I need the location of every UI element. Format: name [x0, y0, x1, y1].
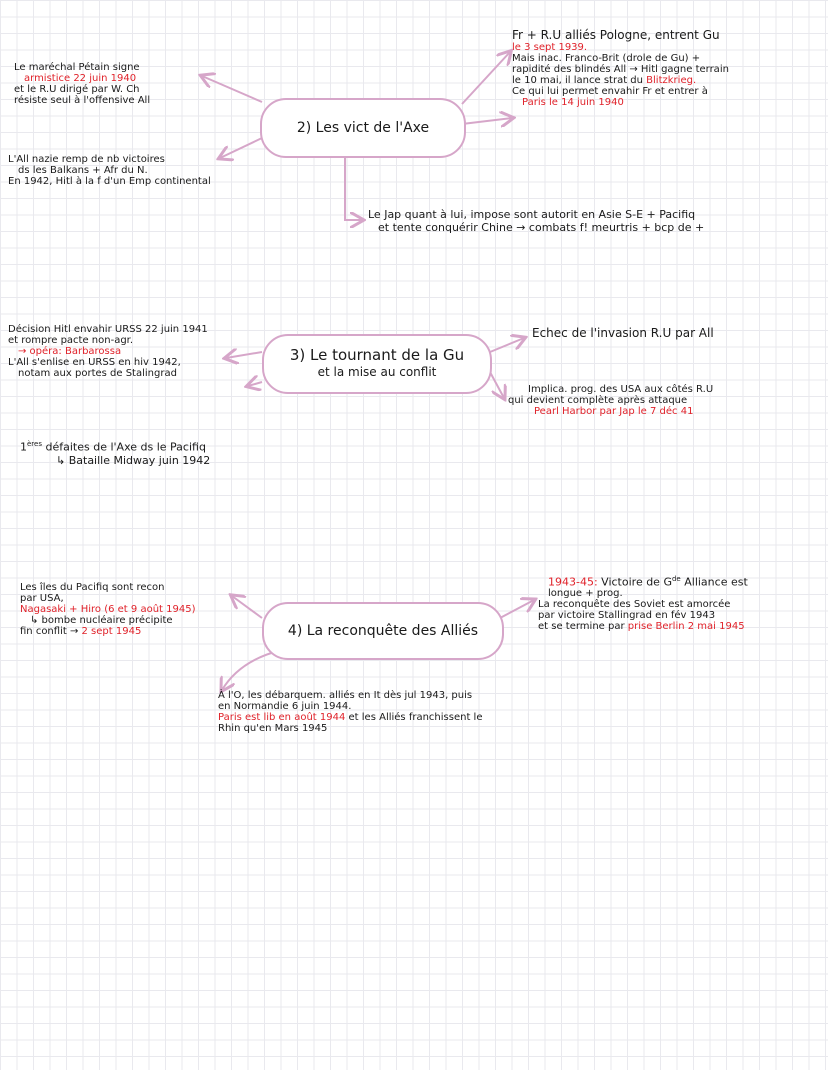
arrow-s2-left-top — [202, 76, 262, 102]
text-line: Le maréchal Pétain signe — [14, 62, 140, 73]
arrow-s2-bottom — [345, 156, 362, 220]
text-segment: le 10 mai, il lance strat du — [512, 75, 643, 86]
section-2-bubble — [260, 98, 466, 158]
text-line: et rompre pacte non-agr. — [8, 335, 134, 346]
arrow-s3-left-top — [226, 352, 262, 358]
text-line: par victoire Stallingrad en fév 1943 — [538, 609, 716, 621]
text-segment: 2 sept 1945 — [81, 626, 142, 637]
text-line: et tente conquérir Chine → combats f! meurtris + bcp de + — [378, 221, 705, 234]
text-line — [20, 438, 210, 454]
text-line: Ce qui lui permet envahir Fr et entrer à — [512, 86, 708, 97]
text-segment: fin conflit → — [20, 626, 79, 637]
s3-left-top-note — [8, 324, 208, 379]
text-segment: et les Alliés franchissent le — [348, 712, 483, 723]
text-line: rapidité des blindés All → Hitl gagne terrain — [512, 64, 729, 75]
text-line: qui devient complète après attaque — [508, 395, 688, 406]
section-3-subtitle: et la mise au conflit — [317, 365, 437, 379]
section-4-bubble — [262, 602, 504, 660]
text-line: notam aux portes de Stalingrad — [18, 368, 177, 379]
section-3-bubble — [262, 334, 492, 394]
s4-right-note — [538, 574, 748, 632]
text-line — [538, 621, 748, 632]
text-segment: prise Berlin 2 mai 1945 — [627, 620, 745, 632]
section-2-title: 2) Les vict de l'Axe — [296, 119, 430, 136]
text-line: → opéra: Barbarossa — [18, 346, 122, 357]
s3-right-bottom-note — [508, 384, 713, 417]
arrow-s3-right-bottom — [490, 372, 504, 398]
text-line: ↳ bombe nucléaire précipite — [30, 615, 173, 626]
text-line: L'All s'enlise en URSS en hiv 1942, — [8, 357, 181, 368]
s3-left-bottom-note — [20, 438, 210, 467]
section-3-title: 3) Le tournant de la Gu — [289, 346, 465, 364]
arrow-s4-right — [500, 600, 534, 618]
text-line: Nagasaki + Hiro (6 et 9 août 1945) — [20, 604, 196, 615]
text-line: Implica. prog. des USA aux côtés R.U — [528, 384, 714, 395]
text-segment: et se termine par — [538, 620, 625, 632]
text-line: par USA, — [20, 593, 64, 604]
text-line: Décision Hitl envahir URSS 22 juin 1941 — [8, 324, 208, 335]
text-line: armistice 22 juin 1940 — [24, 73, 137, 84]
text-line: L'All nazie remp de nb victoires — [8, 154, 165, 165]
text-line — [512, 75, 729, 86]
text-line: Les îles du Pacifiq sont recon — [20, 582, 165, 593]
arrow-s4-bottom — [222, 650, 282, 690]
text-line: et le R.U dirigé par W. Ch — [14, 84, 140, 95]
text-line — [218, 712, 482, 723]
text-segment: défaites de l'Axe ds le Pacifiq — [45, 440, 206, 454]
arrow-s2-right-bottom — [462, 118, 512, 124]
text-line: La reconquête des Soviet est amorcée — [538, 598, 731, 610]
s4-left-note — [20, 582, 195, 637]
text-line: le 3 sept 1939. — [512, 42, 588, 53]
text-segment: Paris est lib en août 1944 — [218, 712, 346, 723]
text-line: Rhin qu'en Mars 1945 — [218, 723, 328, 734]
text-line — [20, 626, 195, 637]
text-line: ↳ Bataille Midway juin 1942 — [56, 453, 211, 467]
text-line: résiste seul à l'offensive All — [14, 95, 151, 106]
text-line: longue + prog. — [548, 587, 623, 599]
text-segment: 1 — [20, 440, 27, 454]
arrow-s4-left — [232, 596, 262, 618]
text-line: Mais inac. Franco-Brit (drole de Gu) + — [512, 53, 701, 64]
text-line: À l'O, les débarquem. alliés en It dès jul 1943, puis — [218, 690, 473, 701]
text-line: Paris le 14 juin 1940 — [522, 97, 624, 108]
text-line: Pearl Harbor par Jap le 7 déc 41 — [534, 406, 694, 417]
s3-right-top-note — [532, 326, 714, 340]
s2-bottom-note — [368, 208, 704, 234]
text-segment: de — [671, 575, 681, 583]
text-segment: ères — [27, 440, 42, 448]
text-line: Le Jap quant à lui, impose sont autorit en Asie S-E + Pacifiq — [368, 208, 696, 221]
text-segment: Victoire de G — [601, 575, 672, 589]
text-segment: 1943-45: — [548, 575, 598, 589]
text-segment: Blitzkrieg. — [646, 75, 697, 86]
text-line — [538, 574, 748, 588]
section-4-title: 4) La reconquête des Alliés — [287, 622, 479, 639]
arrow-s2-right-top — [462, 52, 510, 104]
s2-left-top-note — [14, 62, 150, 106]
text-line: ds les Balkans + Afr du N. — [18, 165, 148, 176]
arrow-s3-left-bottom — [248, 382, 262, 386]
s4-bottom-note — [218, 690, 482, 734]
arrow-s3-right-top — [490, 338, 524, 352]
arrow-s2-left-bottom — [220, 138, 262, 158]
text-line: en Normandie 6 juin 1944. — [218, 701, 352, 712]
text-line: Fr + R.U alliés Pologne, entrent Gu — [512, 28, 720, 42]
text-segment: Alliance est — [684, 575, 748, 589]
s2-left-bottom-note — [8, 154, 211, 187]
s2-right-top-note — [512, 28, 729, 108]
text-line: Echec de l'invasion R.U par All — [532, 326, 714, 340]
text-line: En 1942, Hitl à la f d'un Emp continental — [8, 176, 211, 187]
